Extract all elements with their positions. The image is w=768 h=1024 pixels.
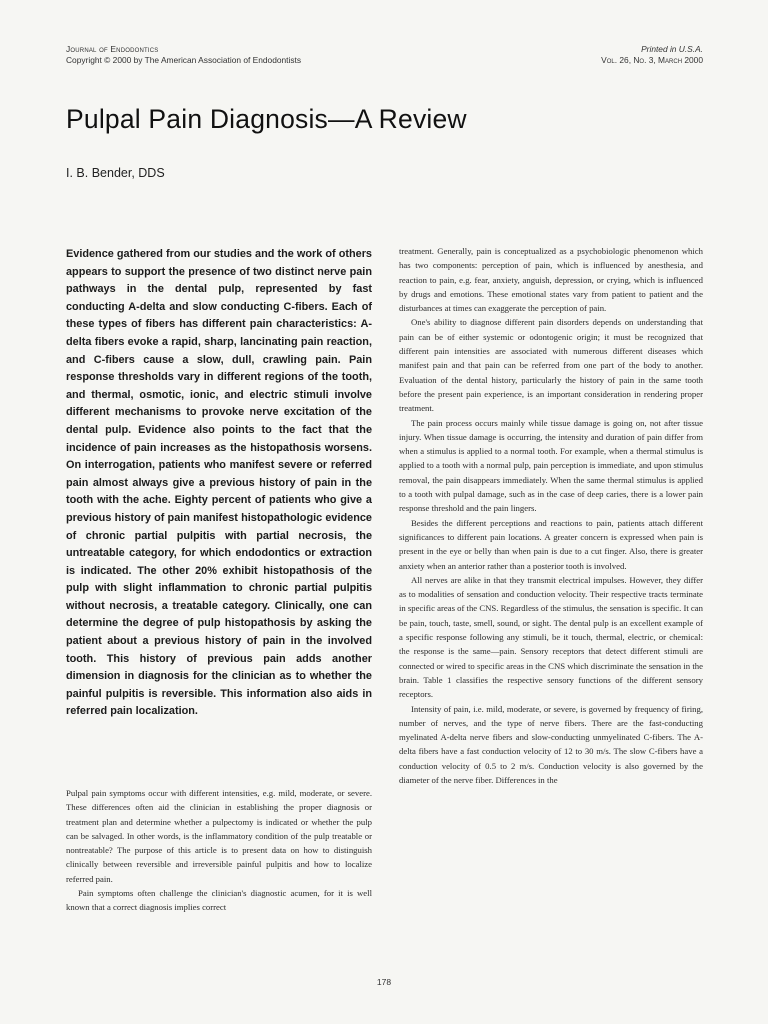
body-paragraph-6: Intensity of pain, i.e. mild, moderate, or severe, is governed by frequency of firing, number of nerves, and the type of nerve fibers. There are the fast-conducting myelinated A-delta nerve fibers and slow-conducting unmyelinated C-fibers. The A-delta fibers have a fast conduction velocity of 12 to 30 m/s. The slow C-fibers have a conduction velocity of 0.5 to 2 m/s. Conduction velocity is also governed by the diameter of the nerve fiber. Differences in the	[399, 703, 703, 785]
article-title: Pulpal Pain Diagnosis—A Review	[66, 104, 467, 134]
body-paragraph-5: All nerves are alike in that they transmit electrical impulses. However, they differ as to modalities of sensation and conduction velocity. Their respective tracts terminate in specific areas of the CNS. Regardless of the stimulus, the sensation is specific. It can be pain, touch, taste, smell, sound, or sight. The dental pulp is an excellent example of a specific response following any stimuli, be it touch, thermal, electric, or chemical: the response is the same—pain. Sensory receptors that detect different stimuli are connected or wired to specific areas in the CNS which discriminate the sensation in the brain. Table 1 classifies the respective sensory functions of the different sensory receptors.	[399, 574, 703, 700]
printed-location: Printed in U.S.A.	[641, 44, 703, 54]
volume-issue: Vol. 26, No. 3, March 2000	[601, 55, 703, 65]
body-paragraph-2: One's ability to diagnose different pain disorders depends on understanding that pain can be of either systemic or odontogenic origin; it must be recognized that different pain intensities are associated with numerous different diseases which manifest pain and that pain can be referred from one part of the body to another. Evaluation of the dental history, particularly the history of pain in the same tooth before the present pain experience, is an important consideration in rendering proper treatment.	[399, 317, 703, 414]
copyright-line: Copyright © 2000 by The American Association of Endodontists	[66, 55, 302, 65]
abstract	[66, 246, 372, 721]
running-header-left	[66, 44, 301, 66]
body-paragraph-4: Besides the different perceptions and reactions to pain, patients attach different significances to different pain locations. A greater concern is expressed when pain is present in the eye or belly than when pain is due to a cut finger. Also, there is greater anxiety when an anterior rather than a posterior tooth is involved.	[399, 517, 703, 571]
abstract-text: Evidence gathered from our studies and the work of others appears to support the presence of two distinct nerve pain pathways in the dental pulp, represented by fast conducting A-delta and slow conducting C-fibers. Each of these types of fibers has different pain characteristics: A-delta fibers evoke a rapid, sharp, lancinating pain reaction, and C-fibers cause a slow, dull, crawling pain. Pain response thresholds vary in different regions of the tooth, and thermal, osmotic, ionic, and electric stimuli involve different mechanisms to provoke nerve excitation of the dental pulp. Evidence also points to the fact that the incidence of pain increases as the histopathosis worsens. On interrogation, patients who manifest severe or referred pain almost always give a previous history of pain in the tooth with the ache. Eighty percent of patients who give a previous history of pain manifest histopathologic evidence of chronic partial pulpitis with partial necrosis, the untreatable category, for which endodontics or extraction is indicated. The other 20% exhibit histopathosis of the pulp with slight inflammation to chronic partial pulpitis without necrosis, a treatable category. Clinically, one can determine the degree of pulp histopathosis by asking the patient about a previous history of pain in the involved tooth. This history of previous pain adds another dimension in diagnosis for the clinician as to whether the painful pulpitis is reversible. This information also aids in referred pain localization.	[66, 248, 372, 718]
body-paragraph-1: treatment. Generally, pain is conceptualized as a psychobiologic phenomenon which has two components: perception of pain, which is influenced by anesthesia, and reaction to pain, e.g. fear, anxiety, anguish, depression, or crying, which is influenced by drugs and emotions. These emotional states vary from patient to patient and the disturbances at times can exaggerate the perception of pain.	[399, 246, 703, 314]
intro-paragraph-1: Pulpal pain symptoms occur with different intensities, e.g. mild, moderate, or severe. These differences often aid the clinician in establishing the proper diagnosis or treatment plan and determine whether a pulpectomy is indicated or whether the pulp can be salvaged. In other words, is the inflammatory condition of the pulp treatable or nontreatable? The purpose of this article is to present data on how to distinguish clinically between reversible and irreversible painful pulpitis and how to localize referred pain.	[66, 788, 372, 884]
article-author: I. B. Bender, DDS	[66, 166, 165, 180]
page-number: 178	[376, 977, 392, 987]
running-header-right	[601, 44, 703, 66]
body-paragraph-3: The pain process occurs mainly while tissue damage is going on, not after tissue injury. When tissue damage is occurring, the intensity and duration of pain differ from when a stimulus is applied to a normal tooth. For example, when a thermal stimulus is applied to a tooth with a normal pulp, pain perception is immediate, and upon stimulus removal, the pain disappears immediately. When the same thermal stimulus is applied to a tooth with pulpal damage, such as in the case of deep caries, there is a lower pain response threshold and the pain lingers.	[399, 417, 703, 514]
journal-name: Journal of Endodontics	[66, 44, 159, 54]
intro-left-column	[66, 786, 372, 915]
body-right-column	[399, 244, 703, 787]
intro-paragraph-2: Pain symptoms often challenge the clinician's diagnostic acumen, for it is well known that a correct diagnosis implies correct	[66, 888, 372, 913]
